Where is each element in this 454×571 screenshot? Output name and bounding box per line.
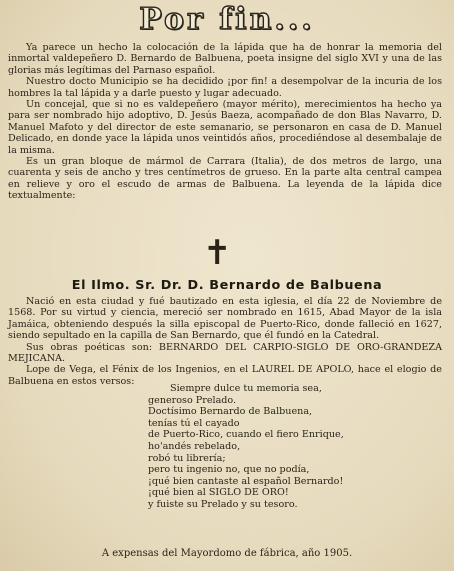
verse-line: y fuiste su Prelado y su tesoro. xyxy=(148,498,298,510)
verse-block xyxy=(148,383,448,511)
verse-line: ¡qué bien cantaste al español Bernardo! xyxy=(148,475,344,487)
intro-text xyxy=(8,42,442,202)
verse-line: pero tu ingenio no, que no podía, xyxy=(148,464,310,476)
verse-line: ho'andés rebelado, xyxy=(148,440,241,452)
verse-line: tenías tú el cayado xyxy=(148,417,240,429)
intro-paragraph-3: Un concejal, que si no es valdepeñero (mayor mérito), merecimientos ha hecho ya para ser nombrado hijo adoptivo, D. Jesús Baeza, acompañado de don Blas Navarro, D. Manuel Mafoto y del director de este semanario, se personaron en casa de D. Manuel Delicado, en donde yace la lápida unos veintidós años, procediéndose al desembalaje de la misma. xyxy=(8,99,442,156)
verse-line: Doctísimo Bernardo de Balbuena, xyxy=(148,406,313,418)
epitaph-title: El Ilmo. Sr. Dr. D. Bernardo de Balbuena xyxy=(71,278,383,293)
epitaph-paragraph-2: Sus obras poéticas son: BERNARDO DEL CARPIO-SIGLO DE ORO-GRANDEZA MEJICANA. xyxy=(8,341,442,365)
verse-line: de Puerto-Rico, cuando el fiero Enrique, xyxy=(148,429,344,441)
verse-line: robó tu librería; xyxy=(148,452,226,464)
intro-paragraph-1: Ya parece un hecho la colocación de la lápida que ha de honrar la memoria del inmortal valdepeñero D. Bernardo de Balbuena, poeta insigne del siglo XVI y una de las glorias más legítimas del Parnaso español. xyxy=(8,42,442,76)
intro-paragraph-2: Nuestro docto Municipio se ha decidido ¡por fin! a desempolvar de la incuria de los hombres la tal lápida y a darle puesto y lugar adecuado. xyxy=(8,76,442,99)
cross-icon: ✝ xyxy=(203,233,232,273)
verse-line: ¡qué bien al SIGLO DE ORO! xyxy=(148,487,289,499)
footer-note: A expensas del Mayordomo de fábrica, año 1905. xyxy=(101,548,353,559)
verse-line: generoso Prelado. xyxy=(148,394,237,406)
intro-paragraph-4: Es un gran bloque de mármol de Carrara (Italia), de dos metros de largo, una cuarenta y seis de ancho y tres centímetros de grueso. En la parte alta central campea en relieve y oro el escudo de armas de Balbuena. La leyenda de la lápida dice textualmente: xyxy=(8,156,442,202)
epitaph-text xyxy=(8,296,442,387)
page-title: Por fin... xyxy=(139,2,315,37)
epitaph-paragraph-3: Lope de Vega, el Fénix de los Ingenios, en el LAUREL DE APOLO, hace el elogio de Balbuena en estos versos: xyxy=(8,364,442,387)
verse-line: Siempre dulce tu memoria sea, xyxy=(170,383,322,394)
epitaph-paragraph-1: Nació en esta ciudad y fué bautizado en esta iglesia, el día 22 de Noviembre de 1568. Por su virtud y ciencia, mereció ser nombrado en 1615, Abad Mayor de la isla Jamáica, obteniendo después la silla episcopal de Puerto-Rico, donde falleció en 1627, siendo sepultado en la capilla de San Bernardo, que él fundó en la Catedral. xyxy=(8,296,442,342)
